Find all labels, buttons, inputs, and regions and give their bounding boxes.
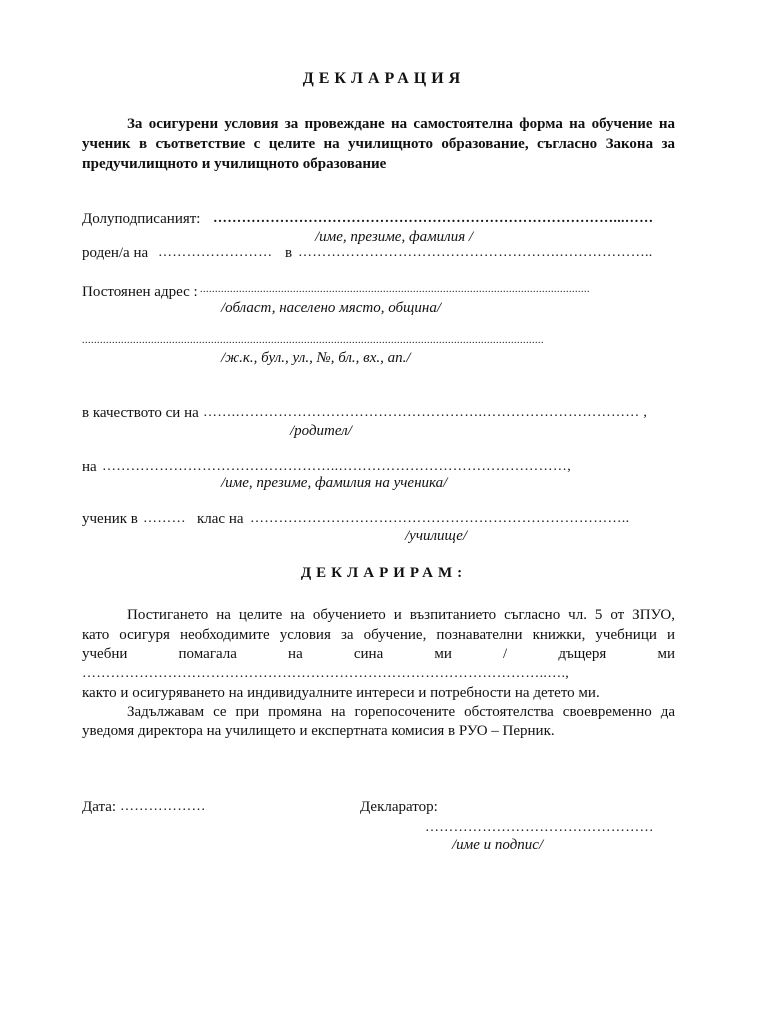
born-label: роден/а на xyxy=(82,245,149,261)
body-p1-line-3: учебни помагала на сина ми / дъщеря ми xyxy=(82,646,675,662)
body-p2-line-2: уведомя директора на училището и експертната комисия в РУО – Перник. xyxy=(82,723,555,739)
child-hint: /име, презиме, фамилия на ученика/ xyxy=(221,475,448,491)
subtitle-line-1: За осигурени условия за провеждане на самостоятелна форма на обучение на xyxy=(127,116,675,132)
address-hint-2: /ж.к., бул., ул., №, бл., вх., ап./ xyxy=(221,350,411,366)
student-class-field[interactable]: ……… xyxy=(143,512,186,526)
birth-place-label: в xyxy=(285,245,293,261)
declare-title: ДЕКЛАРИРАМ: xyxy=(300,565,468,581)
capacity-hint: /родител/ xyxy=(290,423,352,439)
subtitle-line-3: предучилищното и училищното образование xyxy=(82,156,387,172)
body-p1-line-4: както и осигуряването на индивидуалните интереси и потребности на детето ми. xyxy=(82,685,600,701)
signatory-hint: /име, презиме, фамилия / xyxy=(315,229,474,245)
child-name-field[interactable]: …………………………………………..…………………………………………, xyxy=(102,460,571,474)
document-title: ДЕКЛАРАЦИЯ xyxy=(302,70,466,87)
subtitle-line-2: ученик в съответствие с целите на училищното образование, съгласно Закона за xyxy=(82,136,675,152)
birth-place-field[interactable]: ……………………………………………….……………….. xyxy=(298,246,653,260)
date-field[interactable]: ……………… xyxy=(120,800,206,814)
address-label: Постоянен адрес : xyxy=(82,284,198,300)
body-p1-line-1: Постигането на целите на обучението и възпитанието съгласно чл. 5 от ЗПУО, xyxy=(127,607,675,623)
school-hint: /училище/ xyxy=(405,528,468,544)
student-label: ученик в xyxy=(82,511,138,527)
capacity-field[interactable]: …….…………………………………………….…………………………… , xyxy=(203,406,648,420)
birth-date-field[interactable]: …………………… xyxy=(158,246,273,260)
address-line-1-field[interactable]: .................................................................................................................................. xyxy=(200,285,590,295)
signature-field[interactable]: ………………………………………… xyxy=(425,821,654,835)
body-p2-line-1: Задължавам се при промяна на горепосочените обстоятелства своевременно да xyxy=(127,704,675,720)
address-hint-1: /област, населено място, община/ xyxy=(221,300,441,316)
class-label: клас на xyxy=(197,511,244,527)
date-label: Дата: xyxy=(82,799,117,815)
address-line-2-field[interactable]: .......................................................................................................................................................... xyxy=(82,336,544,346)
child-label: на xyxy=(82,459,97,475)
body-p1-line-2: като осигуря необходимите условия за обучение, познавателни книжки, учебници и xyxy=(82,627,675,643)
body-p1-dots-field[interactable]: ……………………………………………………………………………………..…., xyxy=(82,667,570,681)
signatory-name-field[interactable]: …………………………………………………………………………...…… xyxy=(213,212,654,226)
signature-hint: /име и подпис/ xyxy=(452,837,544,853)
signatory-label: Долуподписаният: xyxy=(82,211,201,227)
declarant-label: Декларатор: xyxy=(360,799,438,815)
school-field[interactable]: …………………………………………………………………….. xyxy=(250,512,630,526)
capacity-label: в качеството си на xyxy=(82,405,199,421)
